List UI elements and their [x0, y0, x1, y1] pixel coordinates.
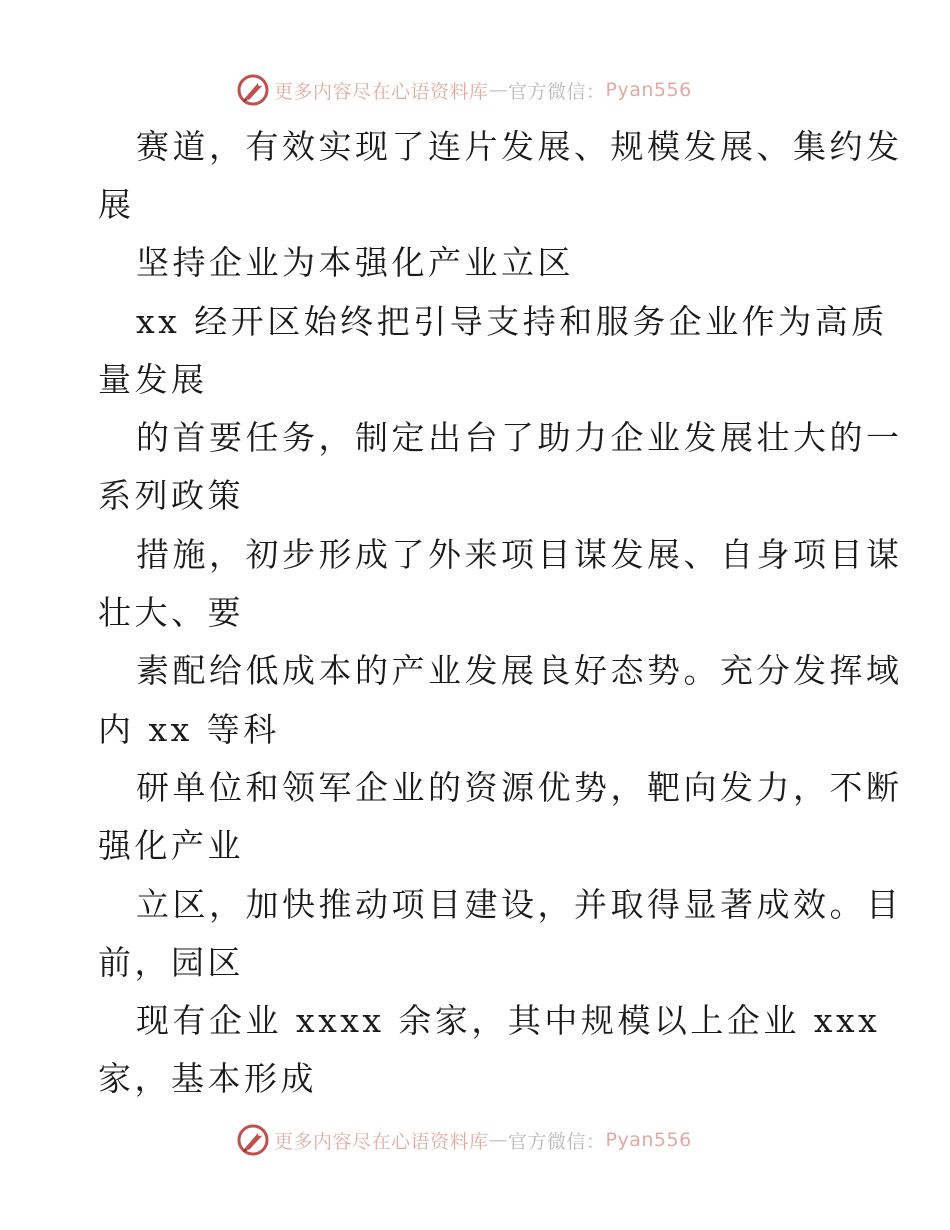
- watermark-site: 更多内容尽在心语资料库: [274, 1130, 489, 1153]
- text-line: 素配给低成本的产业发展良好态势。充分发挥域: [136, 651, 903, 690]
- text-line: 前，园区: [98, 943, 244, 982]
- text-line: 量发展: [98, 360, 208, 399]
- text-line: 赛道，有效实现了连片发展、规模发展、集约发: [136, 127, 903, 166]
- text-line: 现有企业 xxxx 余家，其中规模以上企业 xxx: [136, 1001, 881, 1040]
- watermark-id: Pyan556: [605, 79, 692, 101]
- text-line: 研单位和领军企业的资源优势，靶向发力，不断: [136, 768, 903, 807]
- footer-watermark: [236, 1122, 692, 1158]
- text-line: 内 xx 等科: [98, 710, 280, 749]
- text-line: 强化产业: [98, 826, 244, 865]
- text-line: 壮大、要: [98, 593, 244, 632]
- text-line: 家，基本形成: [98, 1059, 317, 1098]
- header-watermark: [236, 72, 692, 108]
- text-line: 系列政策: [98, 476, 244, 515]
- text-line: xx 经开区始终把引导支持和服务企业作为高质: [136, 302, 888, 341]
- text-line: 展: [98, 185, 135, 224]
- watermark-label: 官方微信：: [508, 1130, 606, 1153]
- text-line: 的首要任务，制定出台了助力企业发展壮大的一: [136, 418, 903, 457]
- text-line: 措施，初步形成了外来项目谋发展、自身项目谋: [136, 535, 903, 574]
- text-line: 坚持企业为本强化产业立区: [136, 243, 574, 282]
- watermark-site: 更多内容尽在心语资料库: [274, 80, 489, 103]
- pen-logo-icon: [236, 1123, 270, 1157]
- watermark-label: 官方微信：: [508, 80, 606, 103]
- text-line: 立区，加快推动项目建设，并取得显著成效。目: [136, 885, 903, 924]
- watermark-dash: —: [488, 79, 509, 101]
- pen-logo-icon: [236, 73, 270, 107]
- watermark-id: Pyan556: [605, 1129, 692, 1151]
- watermark-dash: —: [488, 1129, 509, 1151]
